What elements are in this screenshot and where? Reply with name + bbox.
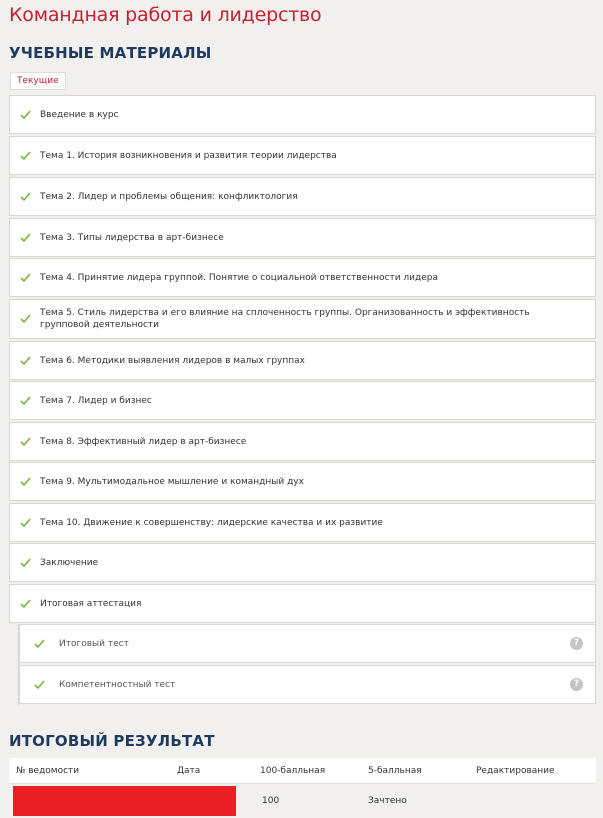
list-item-topic-5[interactable] bbox=[9, 299, 596, 339]
list-item-label: Тема 10. Движение к совершенству: лидерские качества и их развитие bbox=[40, 517, 383, 528]
check-icon bbox=[19, 394, 32, 407]
list-item-topic-10[interactable] bbox=[9, 503, 596, 542]
column-header-score5: 5-балльная bbox=[368, 766, 422, 776]
list-item-topic-7[interactable] bbox=[9, 381, 596, 420]
score5-value: Зачтено bbox=[368, 796, 407, 806]
list-item-label: Введение в курс bbox=[40, 109, 119, 120]
column-header-edit: Редактирование bbox=[476, 766, 555, 776]
list-item-label: Тема 8. Эффективный лидер в арт-бизнесе bbox=[40, 436, 247, 447]
list-item-label: Тема 6. Методики выявления лидеров в малых группах bbox=[40, 355, 305, 366]
results-table bbox=[9, 758, 596, 818]
score100-value: 100 bbox=[262, 796, 280, 806]
check-icon bbox=[19, 271, 32, 284]
list-item-label: Тема 5. Стиль лидерства и его влияние на сплоченность группы. Организованность и эффективность групповой деятельности bbox=[40, 308, 530, 330]
list-item-topic-8[interactable] bbox=[9, 422, 596, 461]
list-item-topic-3[interactable] bbox=[9, 218, 596, 257]
list-item-intro[interactable] bbox=[9, 95, 596, 134]
list-item-topic-6[interactable] bbox=[9, 341, 596, 380]
list-item-label: Тема 7. Лидер и бизнес bbox=[40, 395, 152, 406]
check-icon bbox=[19, 597, 32, 610]
list-item-label: Заключение bbox=[40, 557, 99, 568]
list-item-label: Итоговая аттестация bbox=[40, 598, 142, 609]
page-title: Командная работа и лидерство bbox=[9, 4, 322, 26]
help-icon[interactable]: ? bbox=[570, 678, 583, 691]
subitem-label: Компетентностный тест bbox=[59, 679, 176, 690]
check-icon bbox=[33, 637, 46, 650]
check-icon bbox=[19, 354, 32, 367]
check-icon bbox=[19, 556, 32, 569]
tab-current[interactable]: Текущие bbox=[10, 72, 66, 90]
list-item-label: Тема 1. История возникновения и развития теории лидерства bbox=[40, 150, 337, 161]
list-item-conclusion[interactable] bbox=[9, 543, 596, 582]
column-header-statement: № ведомости bbox=[16, 766, 80, 776]
check-icon bbox=[19, 231, 32, 244]
results-table-header bbox=[9, 758, 596, 784]
check-icon bbox=[19, 312, 32, 325]
table-row bbox=[9, 784, 596, 818]
list-item-label: Тема 4. Принятие лидера группой. Понятие о социальной ответственности лидера bbox=[40, 272, 438, 283]
help-icon[interactable]: ? bbox=[570, 637, 583, 650]
list-item-label: Тема 2. Лидер и проблемы общения: конфликтология bbox=[40, 191, 298, 202]
list-item-label: Тема 3. Типы лидерства в арт-бизнесе bbox=[40, 232, 224, 243]
check-icon bbox=[19, 108, 32, 121]
results-section-title: ИТОГОВЫЙ РЕЗУЛЬТАТ bbox=[9, 732, 215, 750]
column-header-score100: 100-балльная bbox=[260, 766, 326, 776]
check-icon bbox=[19, 149, 32, 162]
list-item-topic-9[interactable] bbox=[9, 462, 596, 501]
subitem-competence-test[interactable] bbox=[19, 665, 596, 704]
list-item-topic-1[interactable] bbox=[9, 136, 596, 175]
check-icon bbox=[19, 435, 32, 448]
check-icon bbox=[33, 678, 46, 691]
column-header-date: Дата bbox=[177, 766, 201, 776]
list-item-topic-2[interactable] bbox=[9, 177, 596, 216]
list-item-final-attestation[interactable] bbox=[9, 584, 596, 623]
list-item-label: Тема 9. Мультимодальное мышление и командный дух bbox=[40, 476, 304, 487]
materials-section-title: УЧЕБНЫЕ МАТЕРИАЛЫ bbox=[9, 44, 212, 62]
check-icon bbox=[19, 516, 32, 529]
subitem-label: Итоговый тест bbox=[59, 638, 129, 649]
check-icon bbox=[19, 190, 32, 203]
list-item-topic-4[interactable] bbox=[9, 258, 596, 297]
check-icon bbox=[19, 475, 32, 488]
redacted-block bbox=[13, 786, 236, 816]
subitem-final-test[interactable] bbox=[19, 624, 596, 663]
